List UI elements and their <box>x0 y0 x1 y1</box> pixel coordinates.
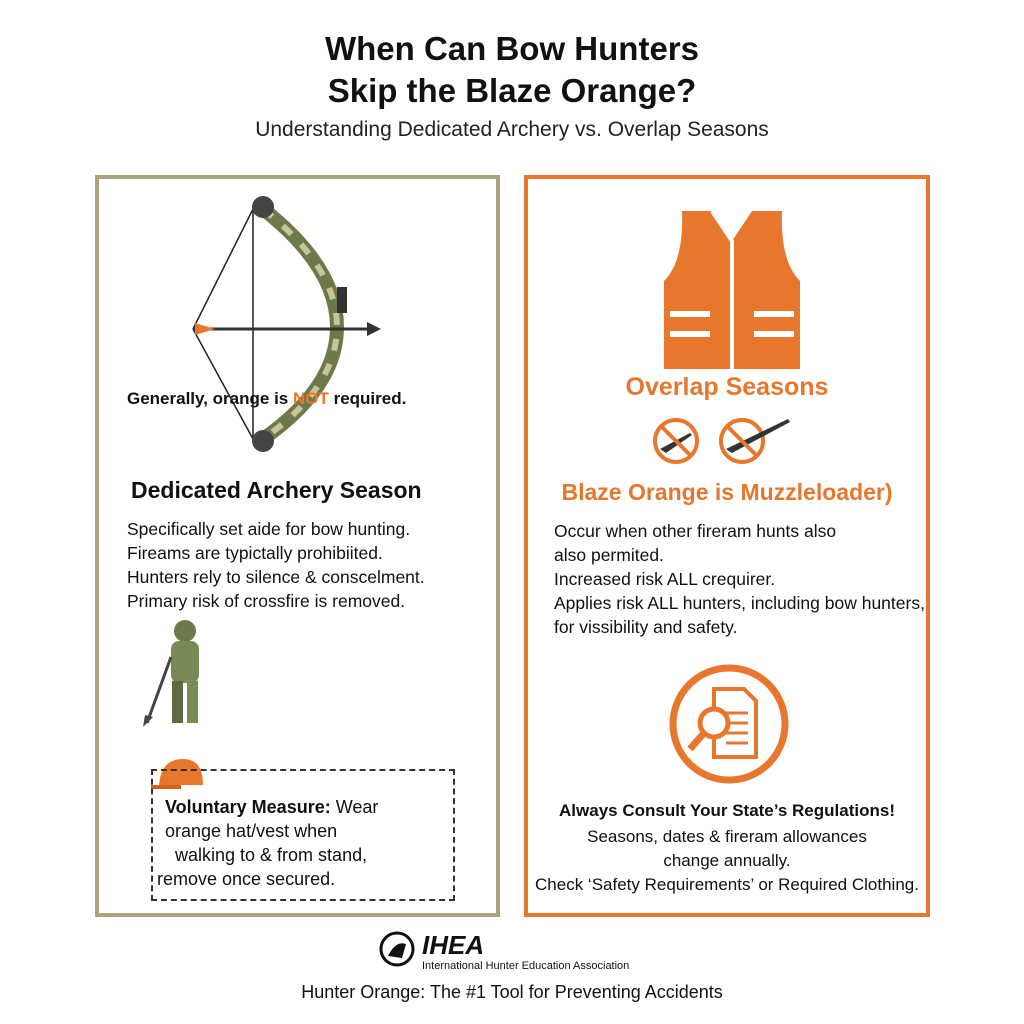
title-line-1: When Can Bow Hunters <box>324 30 699 67</box>
callout-text-end: required. <box>328 389 407 408</box>
desc-line: for vissibility and safety. <box>554 617 738 637</box>
consult-line: Check ‘Safety Requirements’ or Required Clothing. <box>535 875 919 894</box>
consult-line: Seasons, dates & fireram allowances <box>587 827 867 846</box>
overlap-description <box>554 519 925 639</box>
no-firearms-icon <box>650 415 800 469</box>
overlap-seasons-panel <box>524 175 930 917</box>
voluntary-line: orange hat/vest when <box>165 821 338 841</box>
callout-emphasis: NOT <box>292 389 329 408</box>
desc-line: Fireams are typictally prohibiited. <box>127 543 383 563</box>
desc-line: Primary risk of crossfire is removed. <box>127 591 406 611</box>
regulations-document-search-icon <box>666 661 792 787</box>
desc-line: Applies risk ALL hunters, including bow hunters, <box>554 593 925 613</box>
voluntary-line: Wear <box>330 797 379 817</box>
desc-line: Hunters rely to silence & conscelment. <box>127 567 425 587</box>
ihea-emblem-icon <box>378 930 416 968</box>
camouflaged-hunter-icon <box>139 617 219 732</box>
desc-line: Increased risk ALL crequirer. <box>554 569 776 589</box>
ihea-logo <box>378 930 416 973</box>
voluntary-label: Voluntary Measure: <box>165 797 331 817</box>
voluntary-line: remove once secured. <box>157 869 336 889</box>
page-title <box>0 28 1024 112</box>
footer-tagline: Hunter Orange: The #1 Tool for Preventing Accidents <box>301 982 723 1002</box>
desc-line: Specifically set aide for bow hunting. <box>127 519 411 539</box>
voluntary-line: walking to & from stand, <box>175 845 368 865</box>
ihea-logo-text: IHEA <box>422 930 485 960</box>
page-subtitle: Understanding Dedicated Archery vs. Overlap Seasons <box>255 118 769 141</box>
dedicated-archery-panel <box>95 175 500 917</box>
overlap-seasons-heading: Overlap Seasons <box>625 373 829 401</box>
consult-regulations-heading: Always Consult Your State’s Regulations! <box>559 801 895 820</box>
voluntary-measure-text <box>157 795 379 891</box>
dedicated-archery-heading: Dedicated Archery Season <box>131 477 422 503</box>
desc-line: Occur when other fireram hunts also <box>554 521 837 541</box>
title-line-2: Skip the Blaze Orange? <box>327 72 697 109</box>
callout-text: Generally, orange is <box>127 389 293 408</box>
blaze-orange-subheading: Blaze Orange is Muzzleloader) <box>561 479 893 505</box>
consult-regulations-text <box>528 825 926 897</box>
consult-line: change annually. <box>663 851 791 870</box>
blaze-orange-vest-icon <box>662 201 802 371</box>
compound-bow-icon <box>187 187 387 462</box>
ihea-org-name: International Hunter Education Association <box>422 960 630 972</box>
orange-not-required-callout <box>127 389 406 409</box>
desc-line: also permited. <box>554 545 664 565</box>
dedicated-archery-description <box>127 517 425 613</box>
